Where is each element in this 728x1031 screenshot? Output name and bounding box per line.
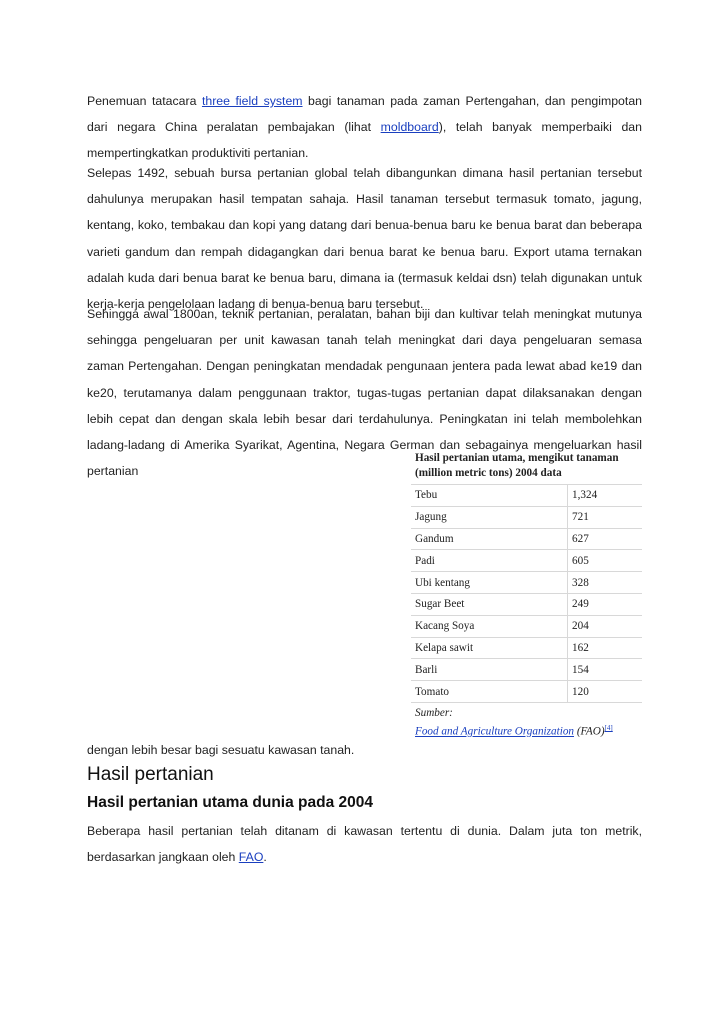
crop-name: Barli xyxy=(411,659,568,681)
table-row xyxy=(411,485,642,507)
crop-value: 120 xyxy=(568,681,643,703)
table-row xyxy=(411,528,642,550)
subsection-heading: Hasil pertanian utama dunia pada 2004 xyxy=(87,794,373,811)
table-caption-row xyxy=(411,448,642,485)
text-run: Beberapa hasil pertanian telah ditanam di kawasan tertentu di dunia. Dalam juta ton metrik, berdasarkan jangkaan oleh xyxy=(87,824,642,865)
crop-value: 721 xyxy=(568,506,643,528)
source-label: Sumber: xyxy=(415,706,453,719)
table-row xyxy=(411,506,642,528)
table-source xyxy=(411,702,642,741)
crop-name: Kelapa sawit xyxy=(411,637,568,659)
crop-value: 1,324 xyxy=(568,485,643,507)
text-run: ), telah banyak memperbaiki dan mempertingkatkan produktiviti pertanian. xyxy=(87,120,642,161)
table-caption: Hasil pertanian utama, mengikut tanaman (million metric tons) 2004 data xyxy=(411,448,642,485)
text-run: . xyxy=(263,850,267,865)
table-source-row xyxy=(411,702,642,741)
table-row xyxy=(411,572,642,594)
reference-link[interactable]: [4] xyxy=(604,723,613,732)
moldboard-link[interactable]: moldboard xyxy=(380,120,439,135)
table-row xyxy=(411,593,642,615)
fao-source-link[interactable]: Food and Agriculture Organization xyxy=(415,725,575,738)
crop-name: Jagung xyxy=(411,506,568,528)
crop-name: Ubi kentang xyxy=(411,572,568,594)
reference-sup xyxy=(605,724,613,732)
crop-value: 605 xyxy=(568,550,643,572)
crop-value: 328 xyxy=(568,572,643,594)
crop-value: 154 xyxy=(568,659,643,681)
text-run: Penemuan tatacara xyxy=(87,94,202,108)
crop-value: 204 xyxy=(568,615,643,637)
table-row xyxy=(411,615,642,637)
three-field-system-link[interactable]: three field system xyxy=(201,94,303,108)
source-suffix: (FAO) xyxy=(574,725,605,738)
paragraph-field-system xyxy=(87,88,642,167)
paragraph-global-market: Selepas 1492, sebuah bursa pertanian global telah dibangunkan dimana hasil pertanian tersebut dahulunya merupakan hasil tempatan sahaja. Hasil tanaman tersebut termasuk tomato, jagung, kentang, koko, tembakau dan kopi yang datang dari benua-benua baru ke benua barat dan beberapa varieti gandum dan rempah didagangkan dari benua barat ke benua baru. Export utama ternakan adalah kuda dari benua barat ke benua baru, dimana ia (termasuk keldai dsn) telah digunakan untuk kerja-kerja pengelolaan ladang di benua-benua baru tersebut. xyxy=(87,166,642,312)
table-row xyxy=(411,681,642,703)
crop-name: Kacang Soya xyxy=(411,615,568,637)
paragraph-continuation: dengan lebih besar bagi sesuatu kawasan tanah. xyxy=(87,743,355,757)
paragraph-fao-estimates xyxy=(87,818,642,870)
crop-name: Padi xyxy=(411,550,568,572)
paragraph-1800s: Sehingga awal 1800an, teknik pertanian, peralatan, bahan biji dan kultivar telah meningkat mutunya sehingga pengeluaran per unit kawasan tanah telah meningkat dari daya pengeluaran semasa zaman Pertengahan. Dengan peningkatan mendadak pengunaan jentera pada lewat abad ke19 dan ke20, terutamanya dalam penggunaan traktor, tugas-tugas pertanian dapat dilaksanakan dengan lebih cepat dan dengan skala lebih besar dari terdahulunya. Peningkatan ini telah membolehkan ladang-ladang di Amerika Syarikat, Agentina, Negara German dan sebagainya mengeluarkan hasil pertanian xyxy=(87,307,642,479)
crop-value: 627 xyxy=(568,528,643,550)
crop-name: Tomato xyxy=(411,681,568,703)
crop-value: 249 xyxy=(568,593,643,615)
table-row xyxy=(411,550,642,572)
section-heading: Hasil pertanian xyxy=(87,764,214,785)
text-run: bagi tanaman pada zaman Pertengahan, dan pengimpotan dari negara China peralatan pembajakan (lihat xyxy=(87,94,642,135)
table-row xyxy=(411,637,642,659)
crop-value: 162 xyxy=(568,637,643,659)
table-row xyxy=(411,659,642,681)
crop-name: Sugar Beet xyxy=(411,593,568,615)
crop-name: Gandum xyxy=(411,528,568,550)
crop-name: Tebu xyxy=(411,485,568,507)
crop-production-table xyxy=(411,448,642,742)
fao-link[interactable]: FAO xyxy=(238,850,264,865)
